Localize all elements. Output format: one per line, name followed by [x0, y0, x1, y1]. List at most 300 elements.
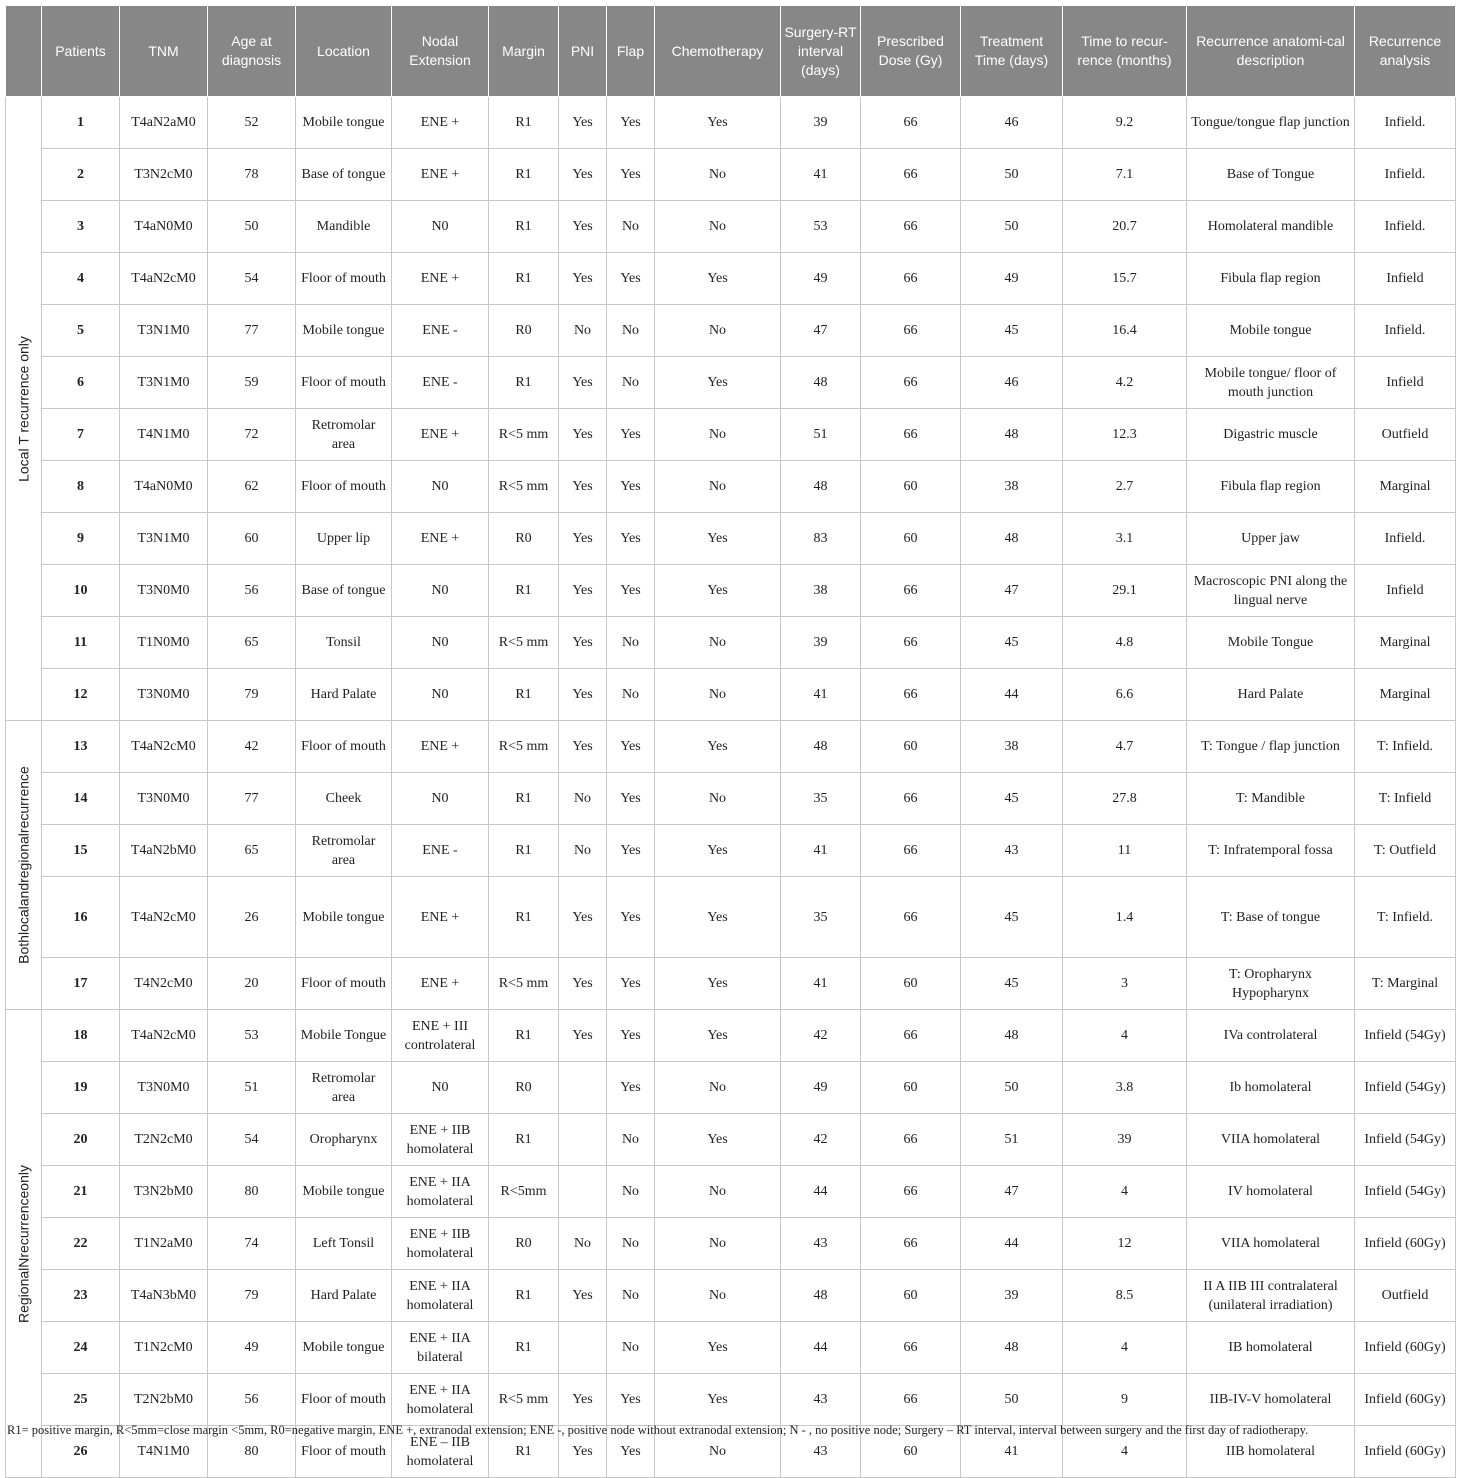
table-row: [6, 253, 1456, 305]
table-row: [6, 773, 1456, 825]
cell-surgery-rt-interval: 47: [781, 305, 861, 357]
cell-recurrence-description: Tongue/tongue flap junction: [1187, 97, 1355, 149]
table-row: [6, 825, 1456, 877]
cell-tnm: T4aN2cM0: [120, 253, 208, 305]
cell-surgery-rt-interval: 35: [781, 773, 861, 825]
cell-tnm: T3N2bM0: [120, 1166, 208, 1218]
cell-margin: R1: [489, 825, 559, 877]
cell-recurrence-description: T: Tongue / flap junction: [1187, 721, 1355, 773]
cell-recurrence-description: IIB-IV-V homolateral: [1187, 1374, 1355, 1426]
cell-location: Upper lip: [296, 513, 392, 565]
cell-location: Mandible: [296, 201, 392, 253]
cell-treatment-time: 43: [961, 825, 1063, 877]
cell-flap: Yes: [607, 97, 655, 149]
cell-margin: R1: [489, 1114, 559, 1166]
cell-recurrence-analysis: Infield (60Gy): [1355, 1426, 1456, 1478]
cell-margin: R<5 mm: [489, 617, 559, 669]
cell-recurrence-analysis: T: Outfield: [1355, 825, 1456, 877]
cell-patient-id: 11: [42, 617, 120, 669]
table-row: [6, 877, 1456, 958]
group-label-cell: [6, 97, 42, 721]
cell-location: Floor of mouth: [296, 958, 392, 1010]
cell-prescribed-dose: 66: [861, 1010, 961, 1062]
cell-time-to-recurrence: 4.8: [1063, 617, 1187, 669]
group-label: Bothlocalandregionalrecurrence: [15, 766, 31, 964]
header-recurrence-analysis: Recurrence analysis: [1355, 6, 1456, 97]
cell-tnm: T4N1M0: [120, 1426, 208, 1478]
cell-recurrence-analysis: Infield (54Gy): [1355, 1010, 1456, 1062]
cell-margin: R0: [489, 305, 559, 357]
cell-recurrence-description: VIIA homolateral: [1187, 1218, 1355, 1270]
cell-flap: Yes: [607, 1010, 655, 1062]
cell-patient-id: 24: [42, 1322, 120, 1374]
header-tnm: TNM: [120, 6, 208, 97]
cell-recurrence-analysis: Infield.: [1355, 149, 1456, 201]
cell-recurrence-analysis: Infield.: [1355, 97, 1456, 149]
cell-patient-id: 22: [42, 1218, 120, 1270]
cell-prescribed-dose: 66: [861, 825, 961, 877]
cell-flap: Yes: [607, 461, 655, 513]
cell-surgery-rt-interval: 48: [781, 1270, 861, 1322]
cell-nodal-extension: ENE +: [392, 97, 489, 149]
table-header-row: [6, 6, 1456, 97]
cell-treatment-time: 38: [961, 721, 1063, 773]
cell-recurrence-description: Mobile tongue/ floor of mouth junction: [1187, 357, 1355, 409]
cell-location: Retromolar area: [296, 1062, 392, 1114]
cell-tnm: T4N1M0: [120, 409, 208, 461]
cell-treatment-time: 48: [961, 1010, 1063, 1062]
cell-pni: Yes: [559, 721, 607, 773]
cell-patient-id: 14: [42, 773, 120, 825]
cell-treatment-time: 45: [961, 617, 1063, 669]
cell-pni: Yes: [559, 461, 607, 513]
cell-margin: R1: [489, 1010, 559, 1062]
cell-recurrence-analysis: Infield (54Gy): [1355, 1062, 1456, 1114]
cell-location: Floor of mouth: [296, 1426, 392, 1478]
cell-flap: No: [607, 1270, 655, 1322]
cell-location: Hard Palate: [296, 1270, 392, 1322]
header-patients: Patients: [42, 6, 120, 97]
cell-treatment-time: 39: [961, 1270, 1063, 1322]
group-label-cell: [6, 1010, 42, 1478]
cell-patient-id: 1: [42, 97, 120, 149]
cell-recurrence-description: IB homolateral: [1187, 1322, 1355, 1374]
cell-flap: No: [607, 1322, 655, 1374]
cell-nodal-extension: ENE -: [392, 357, 489, 409]
cell-location: Hard Palate: [296, 669, 392, 721]
cell-age: 77: [208, 305, 296, 357]
cell-chemotherapy: Yes: [655, 1114, 781, 1166]
cell-surgery-rt-interval: 44: [781, 1322, 861, 1374]
cell-patient-id: 21: [42, 1166, 120, 1218]
header-margin: Margin: [489, 6, 559, 97]
cell-recurrence-description: T: Infratemporal fossa: [1187, 825, 1355, 877]
cell-age: 42: [208, 721, 296, 773]
cell-tnm: T4aN3bM0: [120, 1270, 208, 1322]
cell-chemotherapy: Yes: [655, 97, 781, 149]
cell-prescribed-dose: 66: [861, 1218, 961, 1270]
cell-pni: [559, 1166, 607, 1218]
table-row: [6, 305, 1456, 357]
cell-age: 79: [208, 669, 296, 721]
cell-recurrence-description: II A IIB III contralateral (unilateral irradiation): [1187, 1270, 1355, 1322]
cell-prescribed-dose: 66: [861, 357, 961, 409]
cell-age: 62: [208, 461, 296, 513]
cell-margin: R<5 mm: [489, 958, 559, 1010]
cell-recurrence-analysis: T: Marginal: [1355, 958, 1456, 1010]
cell-recurrence-description: Base of Tongue: [1187, 149, 1355, 201]
cell-recurrence-description: VIIA homolateral: [1187, 1114, 1355, 1166]
group-label: RegionalNrecurrenceonly: [15, 1164, 31, 1323]
cell-margin: R0: [489, 1218, 559, 1270]
cell-prescribed-dose: 66: [861, 1374, 961, 1426]
cell-location: Floor of mouth: [296, 461, 392, 513]
cell-nodal-extension: ENE + IIB homolateral: [392, 1114, 489, 1166]
cell-patient-id: 5: [42, 305, 120, 357]
cell-recurrence-description: Ib homolateral: [1187, 1062, 1355, 1114]
cell-treatment-time: 45: [961, 958, 1063, 1010]
cell-prescribed-dose: 60: [861, 1426, 961, 1478]
cell-flap: No: [607, 617, 655, 669]
cell-margin: R1: [489, 201, 559, 253]
cell-location: Floor of mouth: [296, 721, 392, 773]
cell-surgery-rt-interval: 41: [781, 825, 861, 877]
header-age: Age at diagnosis: [208, 6, 296, 97]
table-container: [5, 5, 1455, 1478]
cell-treatment-time: 45: [961, 773, 1063, 825]
header-recurrence-description: Recurrence anatomi-cal description: [1187, 6, 1355, 97]
cell-pni: [559, 1114, 607, 1166]
cell-time-to-recurrence: 4: [1063, 1426, 1187, 1478]
cell-prescribed-dose: 60: [861, 958, 961, 1010]
header-time-to-recurrence: Time to recur-rence (months): [1063, 6, 1187, 97]
cell-pni: Yes: [559, 253, 607, 305]
cell-patient-id: 13: [42, 721, 120, 773]
cell-treatment-time: 46: [961, 357, 1063, 409]
table-row: [6, 617, 1456, 669]
cell-recurrence-analysis: Infield (54Gy): [1355, 1114, 1456, 1166]
cell-time-to-recurrence: 4: [1063, 1010, 1187, 1062]
cell-pni: Yes: [559, 357, 607, 409]
cell-margin: R1: [489, 1426, 559, 1478]
cell-nodal-extension: N0: [392, 617, 489, 669]
cell-surgery-rt-interval: 42: [781, 1114, 861, 1166]
cell-nodal-extension: ENE + IIA homolateral: [392, 1166, 489, 1218]
table-row: [6, 1062, 1456, 1114]
cell-location: Mobile tongue: [296, 305, 392, 357]
cell-chemotherapy: Yes: [655, 513, 781, 565]
cell-age: 50: [208, 201, 296, 253]
cell-pni: Yes: [559, 1010, 607, 1062]
cell-pni: No: [559, 1218, 607, 1270]
cell-treatment-time: 50: [961, 1062, 1063, 1114]
cell-surgery-rt-interval: 41: [781, 958, 861, 1010]
cell-time-to-recurrence: 3: [1063, 958, 1187, 1010]
cell-nodal-extension: ENE + IIA bilateral: [392, 1322, 489, 1374]
table-row: [6, 958, 1456, 1010]
cell-tnm: T3N1M0: [120, 305, 208, 357]
cell-margin: R<5mm: [489, 1166, 559, 1218]
cell-nodal-extension: N0: [392, 565, 489, 617]
cell-surgery-rt-interval: 39: [781, 97, 861, 149]
cell-age: 80: [208, 1426, 296, 1478]
cell-flap: Yes: [607, 1374, 655, 1426]
cell-age: 79: [208, 1270, 296, 1322]
cell-margin: R1: [489, 253, 559, 305]
cell-time-to-recurrence: 6.6: [1063, 669, 1187, 721]
cell-chemotherapy: Yes: [655, 825, 781, 877]
cell-chemotherapy: No: [655, 1062, 781, 1114]
cell-recurrence-analysis: T: Infield: [1355, 773, 1456, 825]
cell-tnm: T4N2cM0: [120, 958, 208, 1010]
cell-surgery-rt-interval: 48: [781, 721, 861, 773]
cell-prescribed-dose: 66: [861, 201, 961, 253]
cell-margin: R<5 mm: [489, 721, 559, 773]
cell-tnm: T1N2cM0: [120, 1322, 208, 1374]
cell-prescribed-dose: 60: [861, 721, 961, 773]
cell-patient-id: 15: [42, 825, 120, 877]
cell-time-to-recurrence: 29.1: [1063, 565, 1187, 617]
cell-recurrence-analysis: Marginal: [1355, 461, 1456, 513]
cell-time-to-recurrence: 9.2: [1063, 97, 1187, 149]
cell-treatment-time: 44: [961, 669, 1063, 721]
cell-tnm: T3N1M0: [120, 357, 208, 409]
group-label-cell: [6, 721, 42, 1010]
table-row: [6, 409, 1456, 461]
cell-age: 51: [208, 1062, 296, 1114]
header-pni: PNI: [559, 6, 607, 97]
cell-nodal-extension: ENE +: [392, 958, 489, 1010]
cell-flap: Yes: [607, 409, 655, 461]
cell-age: 65: [208, 825, 296, 877]
cell-time-to-recurrence: 2.7: [1063, 461, 1187, 513]
cell-chemotherapy: Yes: [655, 877, 781, 958]
cell-chemotherapy: Yes: [655, 1374, 781, 1426]
cell-age: 72: [208, 409, 296, 461]
table-row: [6, 201, 1456, 253]
cell-age: 52: [208, 97, 296, 149]
cell-margin: R1: [489, 97, 559, 149]
cell-pni: No: [559, 773, 607, 825]
cell-patient-id: 19: [42, 1062, 120, 1114]
cell-prescribed-dose: 66: [861, 409, 961, 461]
cell-surgery-rt-interval: 83: [781, 513, 861, 565]
cell-prescribed-dose: 66: [861, 253, 961, 305]
cell-patient-id: 10: [42, 565, 120, 617]
cell-recurrence-analysis: Marginal: [1355, 669, 1456, 721]
cell-flap: Yes: [607, 253, 655, 305]
cell-location: Floor of mouth: [296, 1374, 392, 1426]
cell-recurrence-description: Fibula flap region: [1187, 253, 1355, 305]
cell-nodal-extension: ENE + IIB homolateral: [392, 1218, 489, 1270]
cell-location: Mobile tongue: [296, 97, 392, 149]
cell-surgery-rt-interval: 51: [781, 409, 861, 461]
cell-patient-id: 12: [42, 669, 120, 721]
cell-surgery-rt-interval: 43: [781, 1426, 861, 1478]
header-prescribed-dose: Prescribed Dose (Gy): [861, 6, 961, 97]
cell-time-to-recurrence: 11: [1063, 825, 1187, 877]
cell-location: Floor of mouth: [296, 253, 392, 305]
cell-surgery-rt-interval: 39: [781, 617, 861, 669]
cell-flap: No: [607, 1218, 655, 1270]
table-row: [6, 669, 1456, 721]
cell-surgery-rt-interval: 43: [781, 1374, 861, 1426]
cell-nodal-extension: ENE -: [392, 305, 489, 357]
cell-margin: R<5 mm: [489, 1374, 559, 1426]
cell-recurrence-description: Homolateral mandible: [1187, 201, 1355, 253]
cell-time-to-recurrence: 39: [1063, 1114, 1187, 1166]
cell-pni: [559, 1062, 607, 1114]
cell-tnm: T4aN0M0: [120, 461, 208, 513]
cell-nodal-extension: ENE +: [392, 877, 489, 958]
cell-flap: Yes: [607, 958, 655, 1010]
cell-recurrence-analysis: Infield: [1355, 357, 1456, 409]
cell-nodal-extension: N0: [392, 1062, 489, 1114]
cell-pni: Yes: [559, 958, 607, 1010]
cell-age: 53: [208, 1010, 296, 1062]
table-row: [6, 1270, 1456, 1322]
cell-surgery-rt-interval: 38: [781, 565, 861, 617]
cell-treatment-time: 48: [961, 513, 1063, 565]
cell-flap: Yes: [607, 513, 655, 565]
cell-surgery-rt-interval: 48: [781, 461, 861, 513]
cell-nodal-extension: ENE + IIA homolateral: [392, 1374, 489, 1426]
header-nodal-extension: Nodal Extension: [392, 6, 489, 97]
cell-recurrence-analysis: Infield: [1355, 253, 1456, 305]
cell-recurrence-analysis: Marginal: [1355, 617, 1456, 669]
header-treatment-time: Treatment Time (days): [961, 6, 1063, 97]
group-label: Local T recurrence only: [15, 335, 31, 482]
cell-time-to-recurrence: 4: [1063, 1322, 1187, 1374]
cell-nodal-extension: ENE + III controlateral: [392, 1010, 489, 1062]
cell-surgery-rt-interval: 35: [781, 877, 861, 958]
cell-patient-id: 2: [42, 149, 120, 201]
cell-pni: Yes: [559, 565, 607, 617]
cell-recurrence-analysis: Infield (60Gy): [1355, 1218, 1456, 1270]
cell-nodal-extension: ENE +: [392, 253, 489, 305]
cell-pni: Yes: [559, 149, 607, 201]
cell-margin: R1: [489, 1322, 559, 1374]
cell-tnm: T4aN2aM0: [120, 97, 208, 149]
cell-prescribed-dose: 60: [861, 1062, 961, 1114]
cell-prescribed-dose: 66: [861, 669, 961, 721]
cell-flap: No: [607, 669, 655, 721]
cell-location: Floor of mouth: [296, 357, 392, 409]
cell-age: 49: [208, 1322, 296, 1374]
cell-chemotherapy: No: [655, 1166, 781, 1218]
cell-chemotherapy: No: [655, 201, 781, 253]
cell-prescribed-dose: 60: [861, 461, 961, 513]
cell-recurrence-description: Fibula flap region: [1187, 461, 1355, 513]
cell-location: Base of tongue: [296, 149, 392, 201]
cell-time-to-recurrence: 3.8: [1063, 1062, 1187, 1114]
cell-location: Mobile tongue: [296, 1166, 392, 1218]
cell-surgery-rt-interval: 48: [781, 357, 861, 409]
recurrence-table: [5, 5, 1456, 1478]
cell-nodal-extension: N0: [392, 669, 489, 721]
cell-time-to-recurrence: 12.3: [1063, 409, 1187, 461]
cell-treatment-time: 50: [961, 149, 1063, 201]
table-row: [6, 565, 1456, 617]
cell-prescribed-dose: 66: [861, 149, 961, 201]
cell-flap: No: [607, 305, 655, 357]
cell-pni: Yes: [559, 201, 607, 253]
cell-treatment-time: 41: [961, 1426, 1063, 1478]
cell-tnm: T3N0M0: [120, 669, 208, 721]
table-row: [6, 461, 1456, 513]
cell-prescribed-dose: 66: [861, 1166, 961, 1218]
cell-patient-id: 7: [42, 409, 120, 461]
cell-age: 56: [208, 565, 296, 617]
cell-recurrence-analysis: T: Infield.: [1355, 877, 1456, 958]
cell-margin: R0: [489, 513, 559, 565]
cell-age: 65: [208, 617, 296, 669]
cell-patient-id: 18: [42, 1010, 120, 1062]
cell-pni: Yes: [559, 1374, 607, 1426]
cell-chemotherapy: Yes: [655, 721, 781, 773]
cell-time-to-recurrence: 3.1: [1063, 513, 1187, 565]
cell-tnm: T1N0M0: [120, 617, 208, 669]
cell-pni: Yes: [559, 617, 607, 669]
cell-tnm: T4aN2bM0: [120, 825, 208, 877]
cell-location: Left Tonsil: [296, 1218, 392, 1270]
cell-nodal-extension: ENE + IIA homolateral: [392, 1270, 489, 1322]
cell-location: Mobile Tongue: [296, 1010, 392, 1062]
cell-recurrence-description: IVa controlateral: [1187, 1010, 1355, 1062]
cell-treatment-time: 47: [961, 1166, 1063, 1218]
cell-flap: Yes: [607, 1426, 655, 1478]
cell-location: Retromolar area: [296, 409, 392, 461]
cell-prescribed-dose: 66: [861, 617, 961, 669]
cell-flap: Yes: [607, 1062, 655, 1114]
cell-patient-id: 16: [42, 877, 120, 958]
cell-chemotherapy: Yes: [655, 253, 781, 305]
cell-chemotherapy: Yes: [655, 357, 781, 409]
cell-treatment-time: 45: [961, 305, 1063, 357]
cell-recurrence-description: Hard Palate: [1187, 669, 1355, 721]
cell-chemotherapy: No: [655, 1426, 781, 1478]
cell-chemotherapy: Yes: [655, 958, 781, 1010]
cell-nodal-extension: ENE +: [392, 149, 489, 201]
cell-margin: R1: [489, 877, 559, 958]
cell-age: 77: [208, 773, 296, 825]
table-row: [6, 1322, 1456, 1374]
cell-age: 78: [208, 149, 296, 201]
cell-treatment-time: 49: [961, 253, 1063, 305]
cell-flap: Yes: [607, 773, 655, 825]
cell-tnm: T1N2aM0: [120, 1218, 208, 1270]
cell-margin: R<5 mm: [489, 409, 559, 461]
cell-nodal-extension: N0: [392, 201, 489, 253]
header-surgery-rt-interval: Surgery-RT interval (days): [781, 6, 861, 97]
cell-flap: No: [607, 1166, 655, 1218]
cell-location: Tonsil: [296, 617, 392, 669]
cell-chemotherapy: No: [655, 773, 781, 825]
cell-surgery-rt-interval: 41: [781, 149, 861, 201]
cell-nodal-extension: N0: [392, 461, 489, 513]
cell-nodal-extension: ENE -: [392, 825, 489, 877]
cell-chemotherapy: No: [655, 1218, 781, 1270]
table-row: [6, 1374, 1456, 1426]
cell-time-to-recurrence: 16.4: [1063, 305, 1187, 357]
cell-tnm: T3N0M0: [120, 773, 208, 825]
cell-age: 56: [208, 1374, 296, 1426]
cell-age: 60: [208, 513, 296, 565]
cell-chemotherapy: No: [655, 669, 781, 721]
cell-location: Oropharynx: [296, 1114, 392, 1166]
cell-flap: Yes: [607, 565, 655, 617]
cell-prescribed-dose: 66: [861, 97, 961, 149]
